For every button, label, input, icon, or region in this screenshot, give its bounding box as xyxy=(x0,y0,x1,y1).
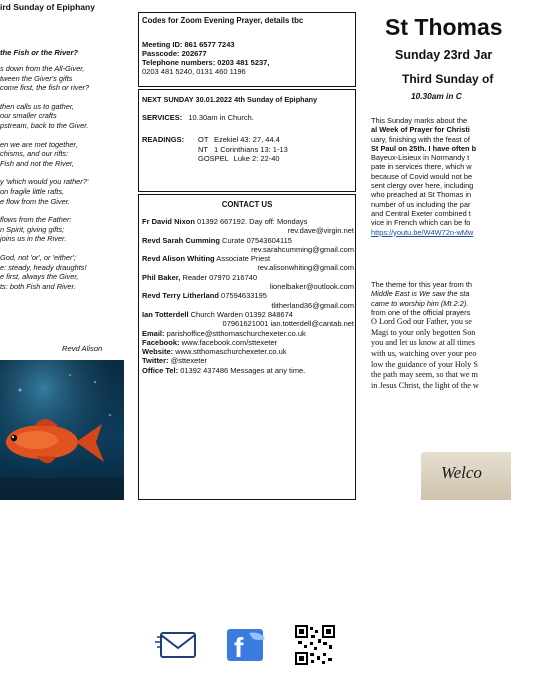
intro-paragraph xyxy=(371,116,551,237)
poem-line: come first, the fish or river? xyxy=(0,83,90,93)
poem-line: on fragile little rafts, xyxy=(0,186,65,196)
readings-list xyxy=(142,135,288,164)
poem-line xyxy=(0,93,132,102)
poem-title: the Fish or the River? xyxy=(0,48,79,57)
contact-line xyxy=(142,319,354,328)
poem-line: ts: both Fish and River. xyxy=(0,281,76,291)
poem-line: n Spirit, giving gifts; xyxy=(0,224,65,234)
contact-detail: Church Warden 01392 848674 xyxy=(188,309,293,319)
intro-line: vice in French which can be fo xyxy=(371,218,471,228)
welcome-text: Welco xyxy=(441,463,482,482)
next-sunday-heading: NEXT SUNDAY 30.01.2022 4th Sunday of Epiphany xyxy=(142,95,318,104)
contact-line xyxy=(142,356,354,365)
contact-detail: www.facebook.com/sttexeter xyxy=(179,337,278,347)
contact-line xyxy=(142,366,354,375)
contact-detail: @sttexeter xyxy=(168,356,207,366)
contact-box xyxy=(138,194,356,663)
prayer-line: Magi to your only begotten Son xyxy=(371,327,476,337)
contact-name: Phil Baker, xyxy=(142,272,181,282)
contact-line xyxy=(142,236,354,245)
contact-list xyxy=(142,217,354,375)
reading-ref: 1 Corinthians 13: 1-13 xyxy=(214,144,288,154)
poem-line: chisms, and our rifts: xyxy=(0,149,69,159)
contact-name: Revd Terry Litherland xyxy=(142,291,219,301)
contact-line xyxy=(142,273,354,282)
contact-detail: Associate Priest xyxy=(214,254,271,264)
contact-detail: 01392 667192. Day off: Mondays xyxy=(194,217,308,226)
prayer-line: with us, watching over your peo xyxy=(371,348,477,358)
contact-detail: parishoffice@stthomaschurchexeter.co.uk xyxy=(164,328,306,338)
contact-line xyxy=(142,301,354,310)
intro-line: and Central Exeter combined t xyxy=(371,208,471,218)
contact-name: Facebook: xyxy=(142,337,180,347)
contact-line xyxy=(142,217,354,226)
contact-detail: 01392 437486 Messages at any time. xyxy=(178,365,306,375)
poem-line: pstream, back to the Giver. xyxy=(0,120,89,130)
fish-image xyxy=(0,360,124,500)
services-row xyxy=(142,113,254,122)
contact-name: Ian Totterdell xyxy=(142,309,189,319)
video-link[interactable]: https://youtu.be/W4W72n-wMw xyxy=(371,227,474,237)
poem-line: Fish and not the River, xyxy=(0,158,74,168)
contact-detail: lionelbaker@outlook.com xyxy=(269,282,354,292)
contact-icons xyxy=(153,623,343,671)
service-time: 10.30am in C xyxy=(411,91,462,101)
poem-line: e first, always the Giver, xyxy=(0,272,79,282)
prayer-line: the path may seem, so that we m xyxy=(371,370,478,380)
contact-name: Twitter: xyxy=(142,356,169,366)
intro-line: Bayeux-Lisieux in Normandy t xyxy=(371,153,470,163)
reading-book: NT xyxy=(198,144,208,154)
qr-code-icon[interactable] xyxy=(295,625,335,665)
social-media-icon[interactable] xyxy=(227,629,265,663)
fish-photo xyxy=(0,360,124,500)
intro-line: because of Covid would not be xyxy=(371,171,473,181)
reading-book: GOSPEL xyxy=(198,154,229,164)
contact-line xyxy=(142,245,354,254)
poem-line: e: steady, heady draughts! xyxy=(0,262,87,272)
poem-line: e flow from the Giver. xyxy=(0,196,70,206)
contact-name: Website: xyxy=(142,347,174,357)
contact-detail: Reader 07970 216740 xyxy=(180,272,258,282)
theme-line: from one of the official prayers xyxy=(371,307,471,317)
intro-line: This Sunday marks about the xyxy=(371,116,468,125)
poem-column xyxy=(0,0,130,500)
readings-label: READINGS: xyxy=(142,135,185,144)
contact-line xyxy=(142,282,354,291)
poem-line xyxy=(0,206,132,215)
contact-detail: 07961621001 ian.totterdell@cantab.net xyxy=(222,319,354,329)
contact-detail: tlitherland36@gmail.com xyxy=(271,300,354,310)
poem-line xyxy=(0,168,132,177)
contact-heading: CONTACT US xyxy=(221,200,273,209)
contact-line xyxy=(142,291,354,300)
contact-line xyxy=(142,226,354,235)
contact-line xyxy=(142,263,354,272)
newsletter-column xyxy=(365,0,503,500)
poem-line: flows from the Father: xyxy=(0,215,72,225)
intro-line: number of us including the par xyxy=(371,199,471,209)
contact-name: Office Tel: xyxy=(142,365,179,375)
theme-line: came to worship him (Mt 2:2). xyxy=(371,298,469,308)
services-value: 10.30am in Church. xyxy=(188,113,254,122)
poem-line: en we are met together, xyxy=(0,139,78,149)
intro-line: sent clergy over here, including xyxy=(371,181,474,191)
prayer-line: you and let us know at all times xyxy=(371,338,475,348)
poem-line xyxy=(0,244,132,253)
poem-author: Revd Alison xyxy=(62,344,103,353)
contact-detail: rev.sarahcumming@gmail.com xyxy=(251,244,354,254)
contact-detail: rev.dave@virgin.net xyxy=(287,226,354,236)
services-label: SERVICES: xyxy=(142,113,183,122)
contact-name: Fr David Nixon xyxy=(142,217,195,226)
intro-line: pate in services there, which w xyxy=(371,162,472,172)
theme-line: The theme for this year from th xyxy=(371,280,473,289)
prayer-line: O Lord God our Father, you se xyxy=(371,317,472,327)
zoom-codes-box xyxy=(138,12,356,87)
poem-line: joins us in the River. xyxy=(0,234,67,244)
contact-name: Revd Alison Whiting xyxy=(142,254,215,264)
info-column xyxy=(138,0,356,663)
contact-line xyxy=(142,254,354,263)
poem-line: s down from the All-Giver, xyxy=(0,64,85,73)
meeting-id: Meeting ID: 861 6577 7243 xyxy=(142,40,235,49)
email-icon[interactable] xyxy=(155,633,195,657)
poem-line: y 'which would you rather?' xyxy=(0,177,89,187)
contact-detail: rev.alisonwhiting@gmail.com xyxy=(257,263,354,273)
poem-line: God, not 'or', or 'either'; xyxy=(0,252,76,262)
poem-line: tween the Giver's gifts xyxy=(0,73,73,83)
left-title: ird Sunday of Epiphany xyxy=(0,2,95,12)
zoom-heading: Codes for Zoom Evening Prayer, details tbc xyxy=(142,16,304,25)
poem-text xyxy=(0,64,132,291)
poem-line: our smaller crafts xyxy=(0,111,57,121)
contact-detail: 07594633195 xyxy=(218,291,267,301)
prayer-line: in Jesus Christ, the light of the w xyxy=(371,380,479,390)
contact-line xyxy=(142,310,354,319)
contact-name: Revd Sarah Cumming xyxy=(142,235,220,245)
reading-ref: Luke 2: 22-40 xyxy=(233,154,280,164)
contact-detail: Curate 07543604115 xyxy=(219,235,292,245)
contact-line xyxy=(142,338,354,347)
welcome-banner xyxy=(421,452,511,500)
contact-name: Email: xyxy=(142,328,165,338)
service-date: Sunday 23rd Jar xyxy=(395,48,493,62)
sunday-name: Third Sunday of xyxy=(402,72,494,86)
church-title: St Thomas xyxy=(385,14,503,40)
theme-line: Middle East is We saw the sta xyxy=(371,289,470,299)
prayer-line: low the guidance of your Holy S xyxy=(371,359,478,369)
reading-book: OT xyxy=(198,135,209,144)
contact-line xyxy=(142,347,354,356)
contact-line xyxy=(142,329,354,338)
poem-line xyxy=(0,131,132,140)
telephone-numbers-2: 0203 481 5240, 0131 460 1196 xyxy=(142,67,246,76)
svg-text:f: f xyxy=(234,632,244,663)
intro-line: uary, finishing with the feast of xyxy=(371,134,470,144)
poem-line: then calls us to gather, xyxy=(0,101,74,111)
reading-ref: Ezekiel 43: 27, 44.4 xyxy=(214,135,280,144)
telephone-numbers: Telephone numbers: 0203 481 5237, xyxy=(142,58,270,67)
theme-paragraph xyxy=(371,280,551,391)
passcode: Passcode: 202677 xyxy=(142,49,207,58)
reading-gospel xyxy=(198,154,288,164)
intro-line: who preached at St Thomas in xyxy=(371,190,472,200)
contact-detail: www.stthomaschurchexeter.co.uk xyxy=(173,347,287,357)
next-sunday-box xyxy=(138,89,356,192)
intro-line: St Paul on 25th. I have often b xyxy=(371,143,477,153)
intro-line: al Week of Prayer for Christi xyxy=(371,125,470,135)
